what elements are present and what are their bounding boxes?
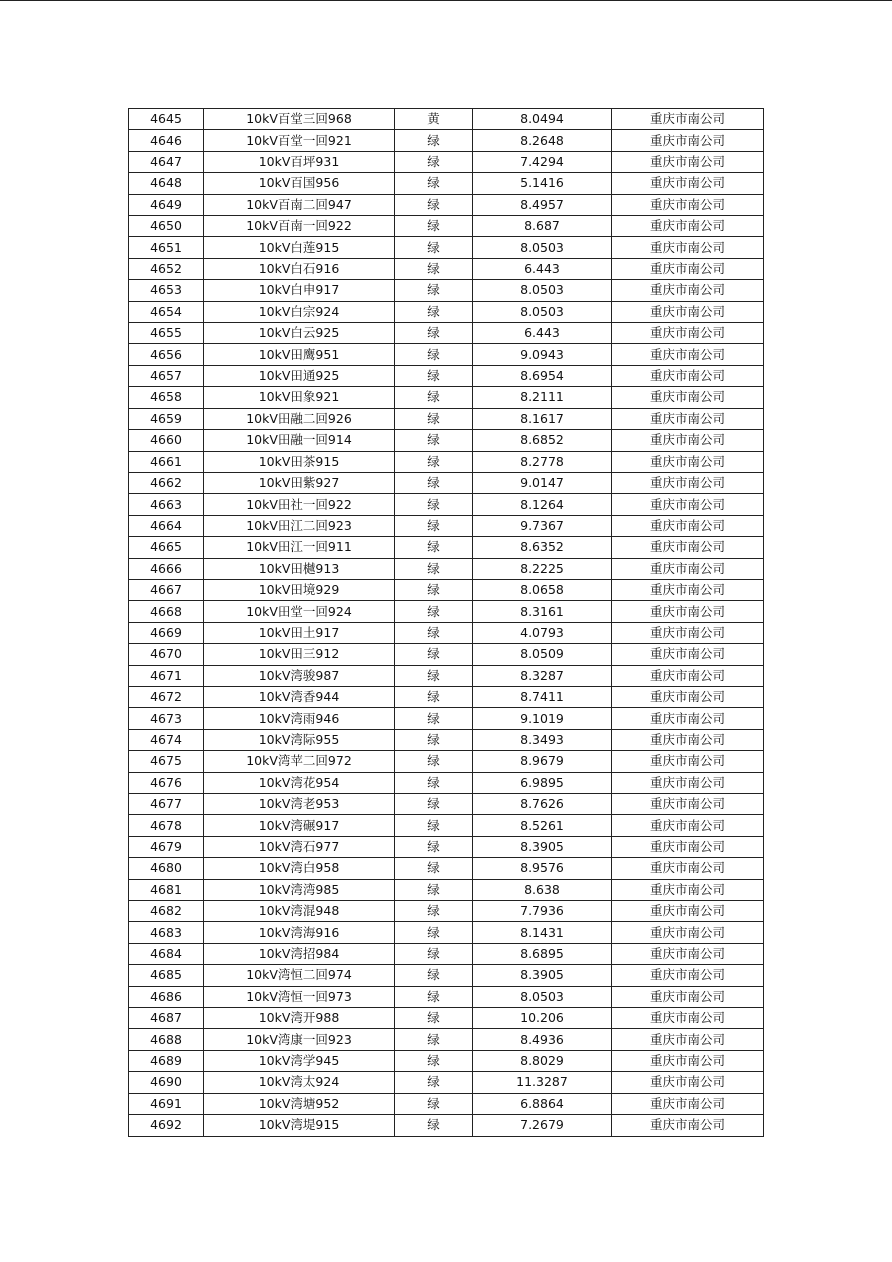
cell-value: 8.638 [473,879,612,900]
cell-company: 重庆市南公司 [612,430,764,451]
cell-line-name: 10kV湾塘952 [204,1093,395,1114]
cell-row-number: 4675 [129,751,204,772]
cell-status-color: 绿 [395,965,473,986]
cell-value: 8.6352 [473,537,612,558]
cell-company: 重庆市南公司 [612,622,764,643]
cell-line-name: 10kV田融一回914 [204,430,395,451]
cell-row-number: 4680 [129,858,204,879]
table-row [129,901,764,922]
cell-company: 重庆市南公司 [612,986,764,1007]
cell-line-name: 10kV田樾913 [204,558,395,579]
cell-value: 8.2225 [473,558,612,579]
cell-status-color: 绿 [395,901,473,922]
table-row [129,665,764,686]
cell-line-name: 10kV田江一回911 [204,537,395,558]
cell-company: 重庆市南公司 [612,280,764,301]
cell-line-name: 10kV百南二回947 [204,194,395,215]
cell-value: 8.0494 [473,109,612,130]
cell-row-number: 4692 [129,1115,204,1136]
cell-row-number: 4689 [129,1050,204,1071]
cell-line-name: 10kV白宗924 [204,301,395,322]
cell-company: 重庆市南公司 [612,258,764,279]
cell-value: 5.1416 [473,173,612,194]
cell-status-color: 绿 [395,216,473,237]
cell-company: 重庆市南公司 [612,665,764,686]
cell-company: 重庆市南公司 [612,858,764,879]
table-row [129,194,764,215]
cell-row-number: 4646 [129,130,204,151]
cell-row-number: 4682 [129,901,204,922]
cell-status-color: 绿 [395,858,473,879]
cell-row-number: 4673 [129,708,204,729]
cell-row-number: 4677 [129,794,204,815]
table-row [129,344,764,365]
cell-row-number: 4656 [129,344,204,365]
cell-value: 8.3493 [473,729,612,750]
cell-row-number: 4661 [129,451,204,472]
cell-row-number: 4659 [129,408,204,429]
cell-line-name: 10kV湾恒一回973 [204,986,395,1007]
cell-value: 8.0503 [473,986,612,1007]
cell-company: 重庆市南公司 [612,558,764,579]
cell-value: 8.6895 [473,943,612,964]
cell-line-name: 10kV湾骏987 [204,665,395,686]
cell-status-color: 绿 [395,237,473,258]
table-row [129,751,764,772]
cell-company: 重庆市南公司 [612,216,764,237]
cell-status-color: 绿 [395,537,473,558]
cell-company: 重庆市南公司 [612,1050,764,1071]
cell-line-name: 10kV湾石977 [204,836,395,857]
cell-company: 重庆市南公司 [612,237,764,258]
cell-line-name: 10kV湾碾917 [204,815,395,836]
cell-line-name: 10kV百坪931 [204,151,395,172]
cell-company: 重庆市南公司 [612,815,764,836]
cell-row-number: 4662 [129,472,204,493]
cell-status-color: 绿 [395,579,473,600]
cell-row-number: 4683 [129,922,204,943]
cell-value: 6.8864 [473,1093,612,1114]
table-row [129,601,764,622]
cell-row-number: 4686 [129,986,204,1007]
cell-line-name: 10kV湾际955 [204,729,395,750]
cell-status-color: 绿 [395,1008,473,1029]
cell-row-number: 4665 [129,537,204,558]
cell-line-name: 10kV田境929 [204,579,395,600]
cell-status-color: 绿 [395,430,473,451]
cell-line-name: 10kV百堂一回921 [204,130,395,151]
cell-status-color: 绿 [395,1093,473,1114]
cell-row-number: 4671 [129,665,204,686]
cell-value: 7.7936 [473,901,612,922]
cell-row-number: 4655 [129,323,204,344]
cell-row-number: 4650 [129,216,204,237]
cell-value: 8.0509 [473,644,612,665]
cell-line-name: 10kV湾堤915 [204,1115,395,1136]
feeder-table-body [129,109,764,1137]
cell-row-number: 4678 [129,815,204,836]
cell-company: 重庆市南公司 [612,344,764,365]
cell-row-number: 4674 [129,729,204,750]
cell-row-number: 4645 [129,109,204,130]
table-row [129,965,764,986]
cell-line-name: 10kV田紫927 [204,472,395,493]
table-row [129,686,764,707]
table-row [129,173,764,194]
cell-status-color: 绿 [395,408,473,429]
cell-value: 8.7411 [473,686,612,707]
cell-company: 重庆市南公司 [612,943,764,964]
cell-status-color: 绿 [395,130,473,151]
cell-line-name: 10kV白石916 [204,258,395,279]
cell-company: 重庆市南公司 [612,515,764,536]
cell-status-color: 绿 [395,280,473,301]
cell-value: 9.0147 [473,472,612,493]
cell-status-color: 绿 [395,644,473,665]
cell-status-color: 绿 [395,772,473,793]
cell-status-color: 绿 [395,751,473,772]
cell-status-color: 绿 [395,836,473,857]
cell-value: 8.1431 [473,922,612,943]
cell-value: 8.6954 [473,365,612,386]
table-row [129,1072,764,1093]
table-row [129,537,764,558]
table-row [129,130,764,151]
table-row [129,986,764,1007]
cell-row-number: 4688 [129,1029,204,1050]
cell-value: 8.0503 [473,301,612,322]
cell-status-color: 绿 [395,472,473,493]
table-row [129,1050,764,1071]
cell-row-number: 4687 [129,1008,204,1029]
cell-company: 重庆市南公司 [612,794,764,815]
cell-status-color: 绿 [395,622,473,643]
table-row [129,943,764,964]
cell-line-name: 10kV田象921 [204,387,395,408]
cell-value: 8.7626 [473,794,612,815]
cell-status-color: 绿 [395,344,473,365]
cell-company: 重庆市南公司 [612,151,764,172]
cell-row-number: 4651 [129,237,204,258]
cell-value: 8.6852 [473,430,612,451]
cell-company: 重庆市南公司 [612,537,764,558]
cell-row-number: 4669 [129,622,204,643]
cell-status-color: 绿 [395,601,473,622]
cell-row-number: 4666 [129,558,204,579]
cell-status-color: 绿 [395,922,473,943]
cell-status-color: 绿 [395,879,473,900]
cell-company: 重庆市南公司 [612,686,764,707]
cell-status-color: 绿 [395,558,473,579]
table-row [129,515,764,536]
cell-company: 重庆市南公司 [612,751,764,772]
table-row [129,579,764,600]
cell-row-number: 4672 [129,686,204,707]
cell-value: 8.1617 [473,408,612,429]
cell-row-number: 4649 [129,194,204,215]
table-row [129,494,764,515]
cell-line-name: 10kV湾海916 [204,922,395,943]
cell-status-color: 绿 [395,708,473,729]
cell-company: 重庆市南公司 [612,1008,764,1029]
cell-company: 重庆市南公司 [612,194,764,215]
table-row [129,644,764,665]
cell-company: 重庆市南公司 [612,323,764,344]
table-row [129,408,764,429]
cell-status-color: 绿 [395,387,473,408]
cell-line-name: 10kV田融二回926 [204,408,395,429]
cell-status-color: 绿 [395,258,473,279]
cell-company: 重庆市南公司 [612,1029,764,1050]
cell-line-name: 10kV湾招984 [204,943,395,964]
cell-company: 重庆市南公司 [612,965,764,986]
cell-row-number: 4668 [129,601,204,622]
cell-row-number: 4660 [129,430,204,451]
cell-status-color: 绿 [395,943,473,964]
cell-value: 8.3905 [473,836,612,857]
cell-row-number: 4670 [129,644,204,665]
cell-row-number: 4676 [129,772,204,793]
cell-line-name: 10kV湾老953 [204,794,395,815]
cell-line-name: 10kV湾白958 [204,858,395,879]
cell-status-color: 绿 [395,151,473,172]
cell-line-name: 10kV湾太924 [204,1072,395,1093]
cell-company: 重庆市南公司 [612,301,764,322]
cell-value: 8.9576 [473,858,612,879]
cell-value: 10.206 [473,1008,612,1029]
cell-row-number: 4648 [129,173,204,194]
cell-company: 重庆市南公司 [612,772,764,793]
cell-line-name: 10kV田土917 [204,622,395,643]
cell-status-color: 黄 [395,109,473,130]
cell-line-name: 10kV百南一回922 [204,216,395,237]
table-row [129,858,764,879]
cell-row-number: 4647 [129,151,204,172]
table-row [129,151,764,172]
cell-status-color: 绿 [395,729,473,750]
cell-value: 8.2111 [473,387,612,408]
cell-line-name: 10kV湾雨946 [204,708,395,729]
cell-company: 重庆市南公司 [612,836,764,857]
cell-value: 8.0503 [473,280,612,301]
cell-company: 重庆市南公司 [612,1093,764,1114]
cell-value: 7.4294 [473,151,612,172]
table-row [129,1029,764,1050]
cell-value: 8.4957 [473,194,612,215]
table-row [129,1093,764,1114]
cell-company: 重庆市南公司 [612,109,764,130]
table-row [129,323,764,344]
table-row [129,922,764,943]
cell-value: 7.2679 [473,1115,612,1136]
cell-line-name: 10kV湾开988 [204,1008,395,1029]
cell-status-color: 绿 [395,451,473,472]
cell-line-name: 10kV百国956 [204,173,395,194]
cell-row-number: 4663 [129,494,204,515]
cell-line-name: 10kV白莲915 [204,237,395,258]
table-row [129,365,764,386]
cell-line-name: 10kV湾花954 [204,772,395,793]
table-row [129,387,764,408]
cell-company: 重庆市南公司 [612,901,764,922]
table-row [129,237,764,258]
table-row [129,708,764,729]
table-row [129,794,764,815]
cell-line-name: 10kV白云925 [204,323,395,344]
feeder-table [128,108,764,1137]
cell-value: 8.3161 [473,601,612,622]
cell-line-name: 10kV田社一回922 [204,494,395,515]
cell-line-name: 10kV湾康一回923 [204,1029,395,1050]
cell-row-number: 4690 [129,1072,204,1093]
table-row [129,1115,764,1136]
cell-value: 9.1019 [473,708,612,729]
cell-value: 11.3287 [473,1072,612,1093]
cell-value: 6.9895 [473,772,612,793]
cell-value: 8.9679 [473,751,612,772]
cell-status-color: 绿 [395,1072,473,1093]
table-row [129,729,764,750]
cell-line-name: 10kV田堂一回924 [204,601,395,622]
cell-status-color: 绿 [395,686,473,707]
cell-row-number: 4652 [129,258,204,279]
cell-value: 8.8029 [473,1050,612,1071]
table-row [129,216,764,237]
cell-value: 8.2648 [473,130,612,151]
cell-status-color: 绿 [395,173,473,194]
cell-line-name: 10kV湾学945 [204,1050,395,1071]
cell-company: 重庆市南公司 [612,879,764,900]
table-row [129,280,764,301]
page-top-border [0,0,892,1]
cell-company: 重庆市南公司 [612,494,764,515]
cell-status-color: 绿 [395,301,473,322]
cell-line-name: 10kV湾苹二回972 [204,751,395,772]
cell-company: 重庆市南公司 [612,1072,764,1093]
cell-row-number: 4653 [129,280,204,301]
cell-company: 重庆市南公司 [612,1115,764,1136]
cell-company: 重庆市南公司 [612,472,764,493]
cell-value: 9.7367 [473,515,612,536]
cell-line-name: 10kV白申917 [204,280,395,301]
cell-line-name: 10kV湾混948 [204,901,395,922]
table-row [129,772,764,793]
cell-status-color: 绿 [395,815,473,836]
cell-status-color: 绿 [395,194,473,215]
cell-value: 8.3287 [473,665,612,686]
cell-value: 8.3905 [473,965,612,986]
cell-status-color: 绿 [395,1029,473,1050]
cell-line-name: 10kV湾恒二回974 [204,965,395,986]
cell-status-color: 绿 [395,1115,473,1136]
cell-company: 重庆市南公司 [612,173,764,194]
table-row [129,815,764,836]
cell-status-color: 绿 [395,365,473,386]
cell-value: 4.0793 [473,622,612,643]
cell-company: 重庆市南公司 [612,408,764,429]
cell-status-color: 绿 [395,794,473,815]
table-row [129,451,764,472]
cell-value: 9.0943 [473,344,612,365]
cell-line-name: 10kV田通925 [204,365,395,386]
cell-company: 重庆市南公司 [612,130,764,151]
cell-company: 重庆市南公司 [612,644,764,665]
cell-company: 重庆市南公司 [612,708,764,729]
cell-value: 8.0658 [473,579,612,600]
cell-value: 8.1264 [473,494,612,515]
cell-company: 重庆市南公司 [612,387,764,408]
cell-status-color: 绿 [395,515,473,536]
table-row [129,258,764,279]
cell-value: 6.443 [473,323,612,344]
table-row [129,109,764,130]
cell-company: 重庆市南公司 [612,729,764,750]
cell-value: 8.2778 [473,451,612,472]
table-row [129,622,764,643]
cell-row-number: 4679 [129,836,204,857]
cell-line-name: 10kV田江二回923 [204,515,395,536]
cell-line-name: 10kV湾香944 [204,686,395,707]
cell-company: 重庆市南公司 [612,365,764,386]
cell-status-color: 绿 [395,986,473,1007]
cell-row-number: 4664 [129,515,204,536]
cell-value: 8.0503 [473,237,612,258]
cell-line-name: 10kV田茶915 [204,451,395,472]
cell-line-name: 10kV百堂三回968 [204,109,395,130]
cell-row-number: 4657 [129,365,204,386]
table-row [129,879,764,900]
cell-company: 重庆市南公司 [612,922,764,943]
cell-value: 8.687 [473,216,612,237]
cell-value: 8.5261 [473,815,612,836]
cell-row-number: 4667 [129,579,204,600]
table-row [129,301,764,322]
cell-row-number: 4654 [129,301,204,322]
cell-company: 重庆市南公司 [612,579,764,600]
table-row [129,430,764,451]
cell-status-color: 绿 [395,323,473,344]
cell-status-color: 绿 [395,494,473,515]
cell-row-number: 4658 [129,387,204,408]
table-row [129,1008,764,1029]
table-row [129,836,764,857]
cell-row-number: 4685 [129,965,204,986]
cell-company: 重庆市南公司 [612,601,764,622]
cell-line-name: 10kV田三912 [204,644,395,665]
table-row [129,558,764,579]
cell-status-color: 绿 [395,1050,473,1071]
cell-status-color: 绿 [395,665,473,686]
cell-line-name: 10kV田鹰951 [204,344,395,365]
cell-line-name: 10kV湾湾985 [204,879,395,900]
cell-row-number: 4684 [129,943,204,964]
table-row [129,472,764,493]
cell-row-number: 4681 [129,879,204,900]
cell-company: 重庆市南公司 [612,451,764,472]
cell-value: 8.4936 [473,1029,612,1050]
cell-value: 6.443 [473,258,612,279]
cell-row-number: 4691 [129,1093,204,1114]
